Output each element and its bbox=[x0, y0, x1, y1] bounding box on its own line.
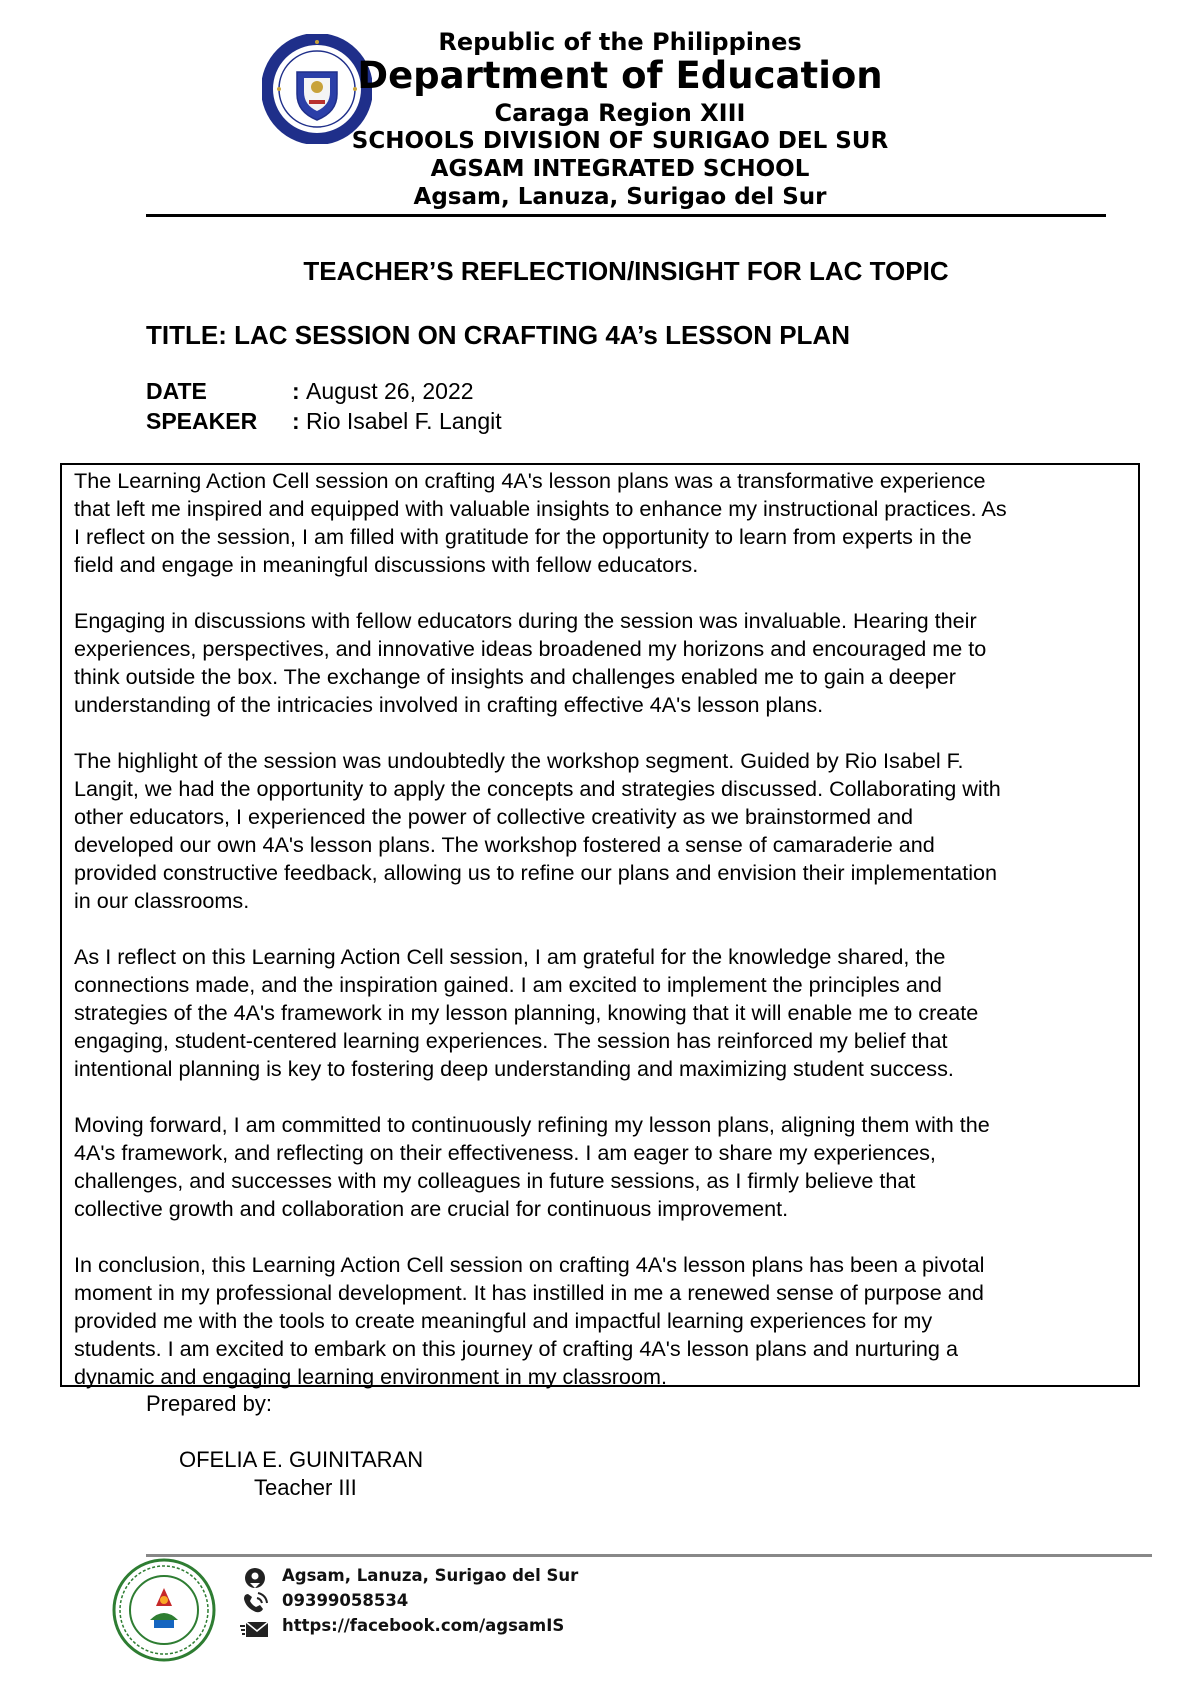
document-title: TITLE: LAC SESSION ON CRAFTING 4A’s LESSON PLAN bbox=[146, 320, 850, 350]
speaker-label: SPEAKER bbox=[146, 408, 258, 434]
date-label: DATE bbox=[146, 378, 207, 404]
location-icon bbox=[240, 1565, 270, 1591]
reflection-box bbox=[60, 463, 1140, 1387]
mail-icon bbox=[240, 1616, 270, 1642]
reflection-paragraph: In conclusion, this Learning Action Cell session on crafting 4A's lesson plans has been a pivotal moment in my professional development. It has instilled in me a renewed sense of purpose and provided me with the tools to create meaningful and impactful learning experiences for my students. I am excited to embark on this journey of crafting 4A's lesson plans and nurturing a dynamic and engaging learning environment in my classroom. bbox=[74, 1252, 985, 1389]
footer-address: Agsam, Lanuza, Surigao del Sur bbox=[282, 1566, 579, 1585]
footer-facebook-link[interactable]: https://facebook.com/agsamIS bbox=[282, 1616, 565, 1635]
phone-icon bbox=[240, 1590, 270, 1616]
reflection-paragraph: The highlight of the session was undoubtedly the workshop segment. Guided by Rio Isabel F. Langit, we had the opportunity to apply the concepts and strategies discussed. Collaborating with other educators, I experienced the power of collective creativity as we brainstormed and developed our own 4A's lesson plans. The workshop fostered a sense of camaraderie and provided constructive feedback, allowing us to refine our plans and envision their implementation in our classrooms. bbox=[74, 748, 1001, 913]
speaker-value: Rio Isabel F. Langit bbox=[306, 408, 502, 434]
date-separator: : bbox=[292, 378, 300, 404]
reflection-paragraph: Engaging in discussions with fellow educators during the session was invaluable. Hearing their experiences, perspectives, and innovative ideas broadened my horizons and encouraged me to think outside the box. The exchange of insights and challenges enabled me to gain a deeper understanding of the intricacies involved in crafting effective 4A's lesson plans. bbox=[74, 608, 987, 717]
header-divider bbox=[146, 214, 1106, 217]
header-division: SCHOOLS DIVISION OF SURIGAO DEL SUR bbox=[351, 128, 889, 154]
reflection-paragraph: The Learning Action Cell session on crafting 4A's lesson plans was a transformative experience that left me inspired and equipped with valuable insights to enhance my instructional practices. As I reflect on the session, I am filled with gratitude for the opportunity to learn from experts in the field and engage in meaningful discussions with fellow educators. bbox=[74, 468, 1007, 577]
reflection-paragraph: As I reflect on this Learning Action Cell session, I am grateful for the knowledge shared, the connections made, and the inspiration gained. I am excited to implement the principles and strategies of the 4A's framework in my lesson planning, knowing that it will enable me to create engaging, student-centered learning experiences. The session has reinforced my belief that intentional planning is key to fostering deep understanding and maximizing student success. bbox=[74, 944, 979, 1081]
footer-phone: 09399058534 bbox=[282, 1591, 409, 1610]
footer-divider bbox=[146, 1554, 1152, 1557]
header-department: Department of Education bbox=[357, 54, 883, 97]
date-value: August 26, 2022 bbox=[306, 378, 474, 404]
reflection-paragraph: Moving forward, I am committed to continuously refining my lesson plans, aligning them with the 4A's framework, and reflecting on their effectiveness. I am eager to share my experiences, challenges, and successes with my colleagues in future sessions, as I firmly believe that collective growth and collaboration are crucial for continuous improvement. bbox=[74, 1112, 990, 1221]
prepared-by-label: Prepared by: bbox=[146, 1391, 272, 1416]
speaker-separator: : bbox=[292, 408, 300, 434]
header-school: AGSAM INTEGRATED SCHOOL bbox=[430, 156, 810, 182]
school-logo-icon bbox=[112, 1558, 216, 1662]
header-address: Agsam, Lanuza, Surigao del Sur bbox=[413, 184, 827, 210]
header-republic: Republic of the Philippines bbox=[438, 28, 802, 56]
signer-position: Teacher III bbox=[254, 1475, 357, 1500]
document-heading: TEACHER’S REFLECTION/INSIGHT FOR LAC TOPIC bbox=[303, 256, 949, 286]
header-region: Caraga Region XIII bbox=[494, 99, 746, 127]
signer-name: OFELIA E. GUINITARAN bbox=[179, 1447, 424, 1472]
